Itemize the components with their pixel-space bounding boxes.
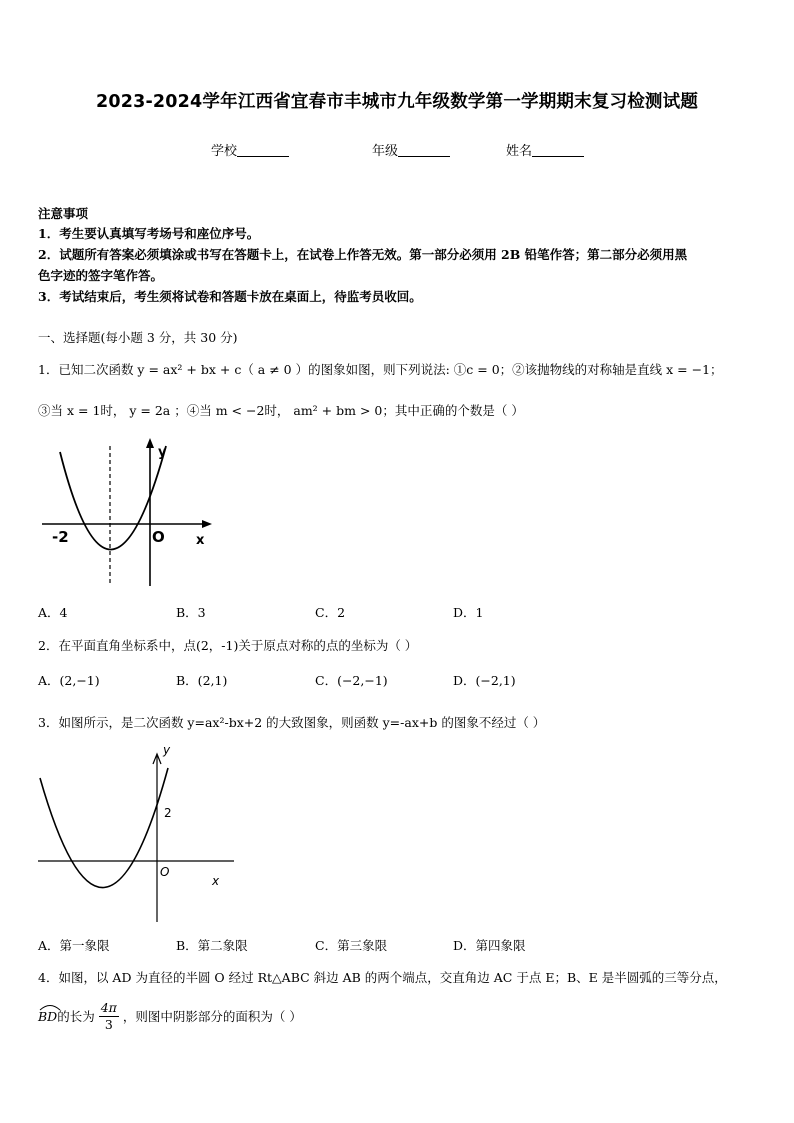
arc-bd: BD <box>38 1009 57 1024</box>
school-field[interactable] <box>211 140 289 159</box>
grade-field[interactable] <box>372 140 450 159</box>
name-blank[interactable] <box>532 142 584 157</box>
q3-option-d[interactable]: D．第四象限 <box>453 938 526 953</box>
y-intercept-label: 2 <box>164 806 172 820</box>
note-item: 3．考试结束后，考生须将试卷和答题卡放在桌面上，待监考员收回。 <box>38 289 422 304</box>
q4-fraction: 4π 3 <box>100 999 117 1032</box>
parabola-curve <box>40 768 168 888</box>
q4-line1: 4．如图，以 AD 为直径的半圆 O 经过 Rt△ABC 斜边 AB 的两个端点，交直角边 AC 于点 E；B、E 是半圆弧的三等分点， <box>38 970 727 985</box>
x-axis-label: x <box>212 874 220 888</box>
q4-text-end: ，则图中阴影部分的面积为（ ） <box>122 1009 302 1024</box>
note-item: 2．试题所有答案必须填涂或书写在答题卡上，在试卷上作答无效。第一部分必须用 2B 铅笔作答；第二部分必须用黑 <box>38 247 688 262</box>
q3-text: 3．如图所示，是二次函数 y=ax²-bx+2 的大致图象，则函数 y=-ax+b 的图象不经过（ ） <box>38 715 546 730</box>
q1-option-a[interactable]: A．4 <box>38 605 68 620</box>
grade-blank[interactable] <box>398 142 450 157</box>
x-axis-label: x <box>196 533 205 548</box>
grade-label: 年级 <box>372 144 399 159</box>
y-axis-label: y <box>158 445 167 460</box>
origin-label: O <box>152 528 165 546</box>
school-blank[interactable] <box>237 142 289 157</box>
q3-option-a[interactable]: A．第一象限 <box>38 938 110 953</box>
q4-text-mid: 的长为 <box>57 1009 95 1024</box>
y-axis-label: y <box>163 743 171 757</box>
origin-label: O <box>160 865 170 879</box>
note-item: 1．考生要认真填写考场号和座位序号。 <box>38 226 260 241</box>
q2-option-a[interactable]: A．(2,−1) <box>38 673 100 688</box>
y-axis-arrow <box>146 438 154 448</box>
section-heading: 一、选择题(每小题 3 分，共 30 分) <box>38 330 238 345</box>
q2-option-b[interactable]: B．(2,1) <box>176 673 228 688</box>
name-label: 姓名 <box>506 144 533 159</box>
q2-option-c[interactable]: C．(−2,−1) <box>315 673 388 688</box>
q1-option-b[interactable]: B．3 <box>176 605 206 620</box>
note-item: 色字迹的签字笔作答。 <box>38 268 164 283</box>
q1-line1: 1．已知二次函数 y = ax² + bx + c（ a ≠ 0 ）的图象如图，则下列说法: ①c = 0；②该抛物线的对称轴是直线 x = −1； <box>38 362 723 377</box>
q1-parabola-graph <box>38 436 218 588</box>
q1-option-d[interactable]: D．1 <box>453 605 484 620</box>
q3-option-c[interactable]: C．第三象限 <box>315 938 388 953</box>
q2-text: 2．在平面直角坐标系中，点(2，-1)关于原点对称的点的坐标为（ ） <box>38 638 418 653</box>
x-axis-arrow <box>202 520 212 528</box>
q4-line2 <box>38 996 302 1036</box>
q1-line2: ③当 x = 1时， y = 2a ；④当 m < −2时， am² + bm > 0；其中正确的个数是（ ） <box>38 403 524 418</box>
page-title: 2023-2024学年江西省宜春市丰城市九年级数学第一学期期末复习检测试题 <box>95 92 699 112</box>
q3-option-b[interactable]: B．第二象限 <box>176 938 248 953</box>
arc-symbol-icon <box>38 1003 62 1011</box>
school-label: 学校 <box>211 144 238 159</box>
neg2-label: -2 <box>52 528 69 546</box>
q3-parabola-graph <box>36 742 236 924</box>
notes-heading: 注意事项 <box>38 206 89 221</box>
q2-option-d[interactable]: D．(−2,1) <box>453 673 516 688</box>
q1-option-c[interactable]: C．2 <box>315 605 346 620</box>
name-field[interactable] <box>506 140 584 159</box>
